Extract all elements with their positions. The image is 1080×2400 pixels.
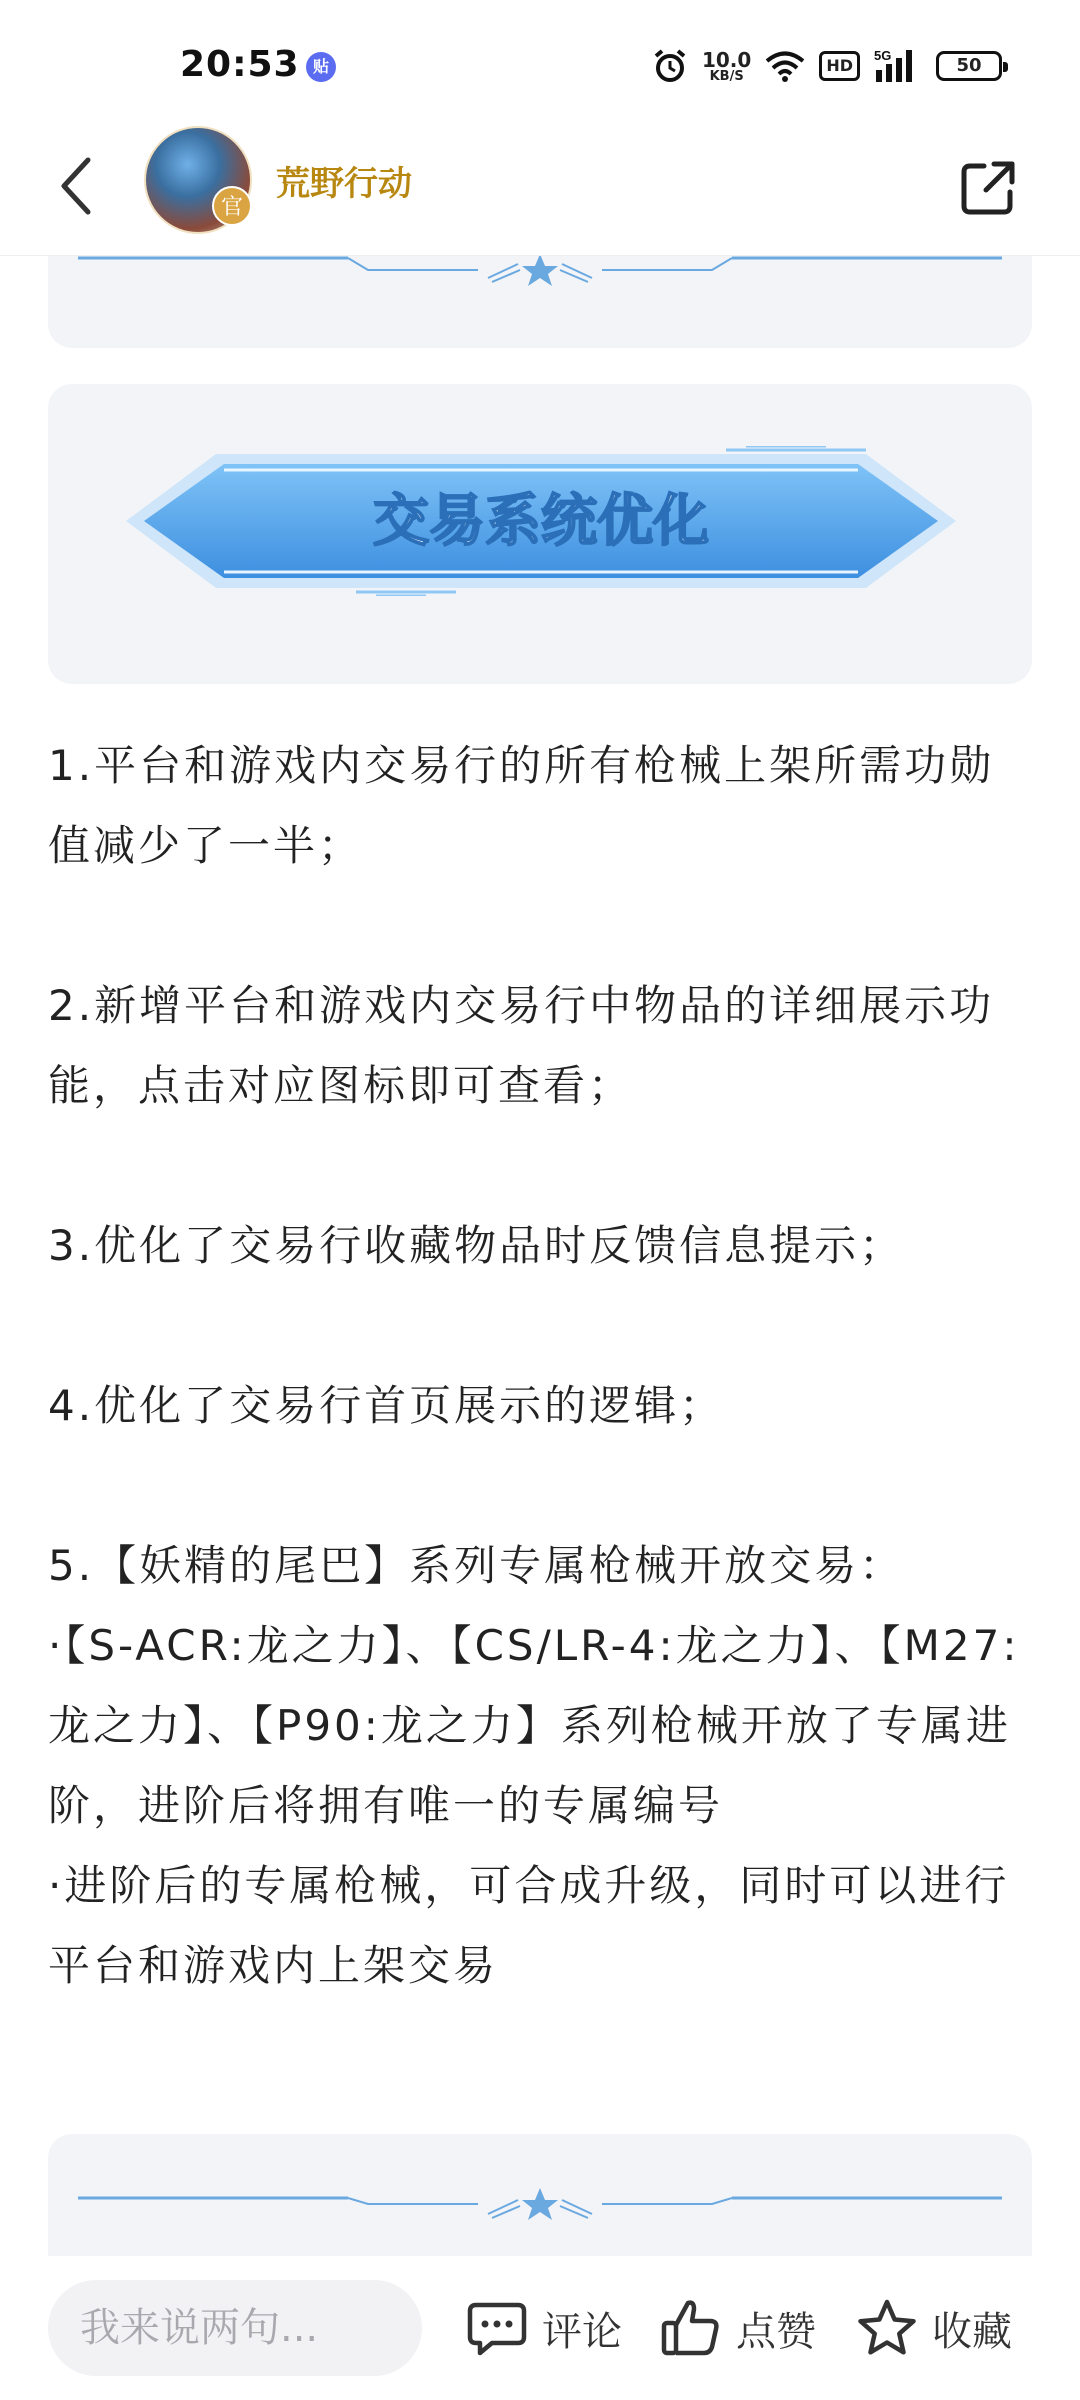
- star-icon: [856, 2297, 918, 2359]
- comment-icon: [466, 2297, 528, 2359]
- hd-badge: HD: [819, 51, 860, 81]
- back-button[interactable]: [36, 146, 116, 226]
- forum-title[interactable]: 荒野行动: [276, 164, 412, 204]
- ornament-divider-icon: [78, 2184, 1002, 2224]
- section-banner: [126, 446, 956, 596]
- wifi-icon: [765, 50, 805, 82]
- like-label: 点赞: [736, 2308, 816, 2355]
- share-button[interactable]: [948, 148, 1028, 228]
- section-banner-card: [48, 384, 1032, 684]
- chevron-left-icon: [56, 156, 96, 216]
- paragraph-4: 4.优化了交易行首页展示的逻辑；: [48, 1381, 725, 1430]
- battery-indicator: 50: [936, 51, 1002, 81]
- bullet-2: ·进阶后的专属枪械，可合成升级，同时可以进行平台和游戏内上架交易: [48, 1861, 1010, 1990]
- signal-icon: [874, 48, 922, 84]
- paragraph-1: 1.平台和游戏内交易行的所有枪械上架所需功勋值减少了一半；: [48, 741, 995, 870]
- paragraph-2: 2.新增平台和游戏内交易行中物品的详细展示功能，点击对应图标即可查看；: [48, 981, 995, 1110]
- status-bar: [0, 0, 1080, 120]
- top-navigation: [0, 120, 1080, 256]
- bottom-action-bar: [0, 2256, 1080, 2400]
- paragraph-5: 5.【妖精的尾巴】系列专属枪械开放交易：: [48, 1541, 905, 1590]
- paragraph-3: 3.优化了交易行收藏物品时反馈信息提示；: [48, 1221, 905, 1270]
- bullet-1: ·【S-ACR:龙之力】、【CS/LR-4:龙之力】、【M27:龙之力】、【P90:龙之力】系列枪械开放了专属进阶，进阶后将拥有唯一的专属编号: [48, 1621, 1020, 1830]
- favorite-button[interactable]: [856, 2296, 1012, 2360]
- share-icon: [958, 158, 1018, 218]
- favorite-label: 收藏: [932, 2308, 1012, 2355]
- status-icons: [652, 46, 1002, 86]
- status-time: 20:53: [180, 44, 300, 85]
- svg-text:5G: 5G: [874, 48, 892, 63]
- like-button[interactable]: [660, 2296, 816, 2360]
- network-speed: 10.0 KB/S: [701, 47, 752, 84]
- banner-title: 交易系统优化: [373, 489, 709, 554]
- comment-button[interactable]: [466, 2296, 622, 2360]
- alarm-icon: [652, 48, 688, 84]
- comment-label: 评论: [542, 2308, 622, 2355]
- post-body: [48, 726, 1032, 2006]
- thumbs-up-icon: [660, 2297, 722, 2359]
- app-notification-icon: 贴: [306, 52, 336, 82]
- comment-input[interactable]: 我来说两句...: [48, 2280, 422, 2376]
- official-badge: 官: [212, 186, 252, 226]
